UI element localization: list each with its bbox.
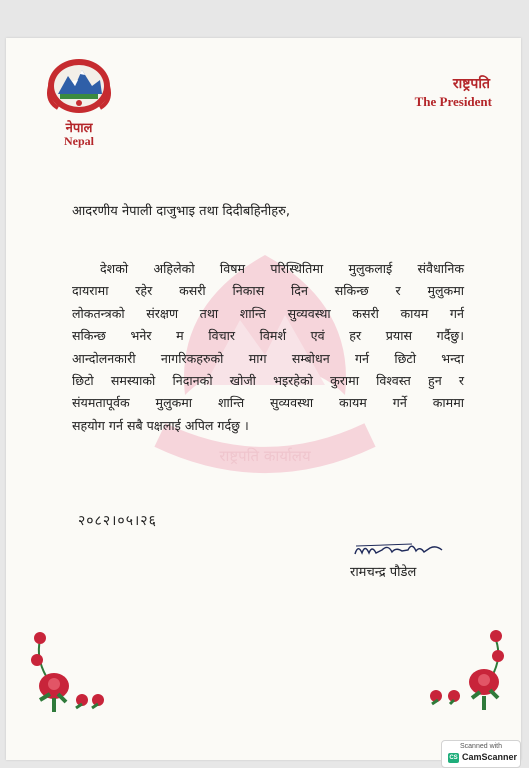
watermark-motto: राष्ट्रपति कार्यालय: [219, 447, 311, 465]
signatory-name: रामचन्द्र पौडेल: [350, 565, 417, 580]
camscanner-badge: [441, 740, 521, 768]
rhododendron-flowers-left: [26, 628, 116, 718]
letter-body-line: आन्दोलनकारी नागरिकहरुको माग सम्बोधन गर्न छिटो भन्दा: [72, 350, 464, 366]
letter-body-line: देशको अहिलेको विषम परिस्थितिमा मुलुकलाई संवैधानिक: [100, 261, 464, 276]
camscanner-brand: CamScanner: [462, 752, 518, 762]
nepal-emblem-icon: [44, 56, 114, 116]
letter-date: २०८२।०५।२६: [78, 513, 157, 529]
handwritten-signature: [352, 538, 447, 562]
country-name-english: Nepal: [64, 134, 94, 148]
rhododendron-flowers-right: [422, 628, 512, 718]
letter-body-line: सकिन्छ भनेर म विचार विमर्श एवं हर प्रयास गर्दैछु।: [72, 328, 464, 344]
office-title-nepali: राष्ट्रपति: [452, 76, 490, 92]
camscanner-caption: Scanned with: [459, 743, 503, 750]
letter-body-line: सहयोग गर्न सबै पक्षलाई अपिल गर्दछु ।: [72, 417, 249, 433]
letter-body-line: दायरामा रहेर कसरी निकास दिन सकिन्छ र मुलुकमा: [72, 283, 464, 299]
country-name-nepali: नेपाल: [65, 121, 93, 136]
letter-body-line: छिटो समस्याको निदानको खोजी भइरहेको कुरामा विश्वस्त हुन र: [72, 373, 464, 389]
office-title-english: The President: [414, 94, 492, 109]
letter-salutation: आदरणीय नेपाली दाजुभाइ तथा दिदीबहिनीहरु,: [72, 204, 291, 219]
camscanner-logo-icon: CS: [449, 755, 458, 761]
letter-body: [72, 258, 464, 437]
letter-body-line: संयमतापूर्वक मुलुकमा शान्ति सुव्यवस्था कायम गर्ने काममा: [72, 395, 464, 411]
letter-body-line: लोकतन्त्रको संरक्षण तथा शान्ति सुव्यवस्था कसरी कायम गर्न: [72, 305, 464, 321]
